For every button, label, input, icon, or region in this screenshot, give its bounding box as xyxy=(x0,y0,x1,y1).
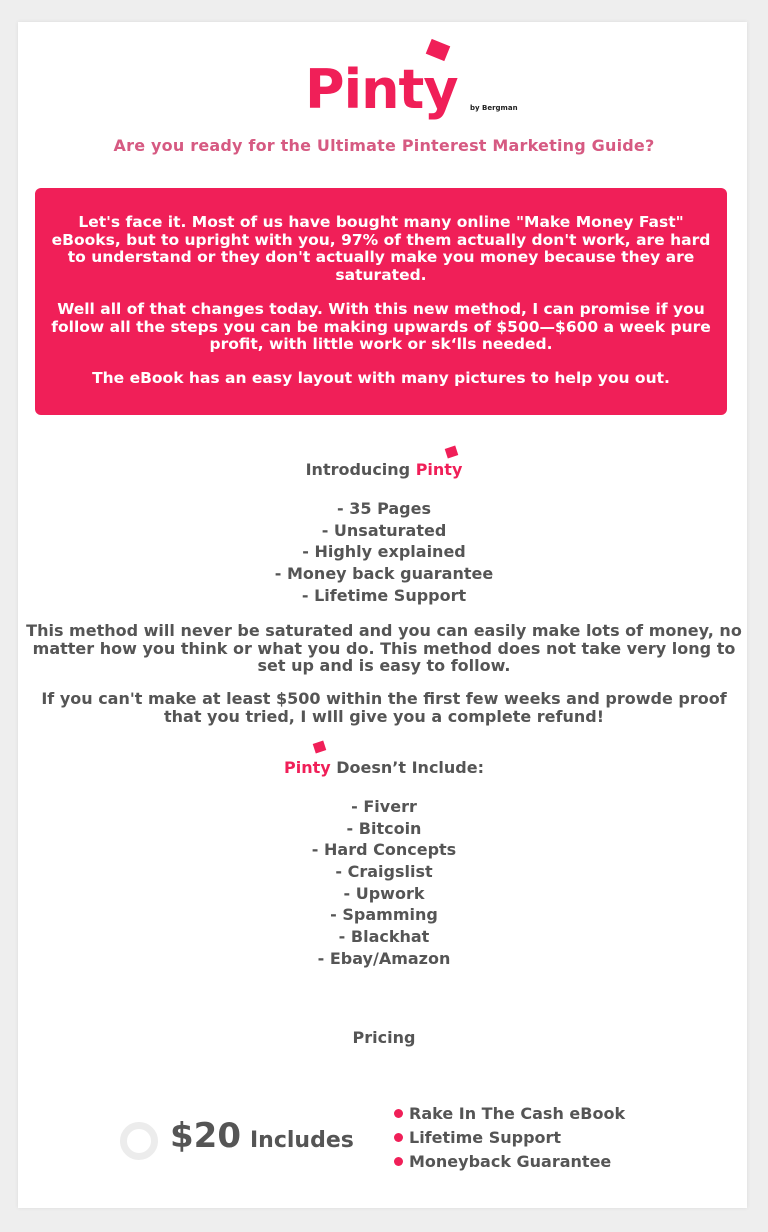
pinty-logo xyxy=(305,38,520,128)
promo-paragraph-3: The eBook has an easy layout with many pictures to help you out. xyxy=(92,369,670,387)
logo-byline: by Bergman xyxy=(470,104,518,112)
intro-heading xyxy=(0,460,768,479)
promo-box xyxy=(35,188,727,415)
promo-paragraph-2: Well all of that changes today. With this new method, I can promise if you follow all the steps you can be making upwards of $500—$600 a week pure profit, with little work or sk‘lls needed. xyxy=(51,300,711,353)
excludes-list xyxy=(0,796,768,970)
list-item: - Unsaturated xyxy=(321,520,447,540)
list-item: - Spamming xyxy=(330,905,438,925)
features-list xyxy=(0,498,768,606)
intro-prefix: Introducing xyxy=(305,460,416,479)
pricing-heading: Pricing xyxy=(352,1028,416,1047)
price-amount: $20 xyxy=(170,1116,241,1156)
include-label: Moneyback Guarantee xyxy=(409,1152,612,1171)
list-item: - Money back guarantee xyxy=(274,564,494,584)
list-item: - Ebay/Amazon xyxy=(317,948,451,968)
pricing-option[interactable] xyxy=(0,1100,768,1180)
list-item: - Upwork xyxy=(343,883,425,903)
promo-paragraph-1: Let's face it. Most of us have bought many online "Make Money Fast" eBooks, but to upright with you, 97% of them actually don't work, are hard to understand or they don't actually make you money because they are saturated. xyxy=(51,213,711,284)
list-item: - Lifetime Support xyxy=(301,585,467,605)
list-item xyxy=(394,1128,625,1152)
includes-list xyxy=(394,1104,625,1176)
list-item: - 35 Pages xyxy=(337,499,431,518)
intro-brand: Pinty xyxy=(415,460,463,479)
excludes-suffix: Doesn’t Include: xyxy=(330,758,484,777)
excludes-brand: Pinty xyxy=(284,758,331,777)
bullet-dot-icon xyxy=(394,1133,403,1142)
list-item: - Hard Concepts xyxy=(311,840,457,860)
method-paragraph: This method will never be saturated and you can easily make lots of money, no matter how you think or what you do. This method does not take very long to set up and is easy to follow. xyxy=(26,621,742,675)
includes-label: Includes xyxy=(250,1128,354,1153)
include-label: Lifetime Support xyxy=(409,1128,562,1147)
tagline: Are you ready for the Ultimate Pinterest Marketing Guide? xyxy=(113,136,655,155)
bullet-dot-icon xyxy=(394,1157,403,1166)
list-item: - Fiverr xyxy=(351,797,417,816)
list-item: - Highly explained xyxy=(302,542,466,562)
list-item: - Craigslist xyxy=(335,862,433,882)
list-item: - Bitcoin xyxy=(346,818,422,838)
list-item xyxy=(394,1152,625,1176)
bullet-dot-icon xyxy=(394,1109,403,1118)
list-item: - Blackhat xyxy=(338,927,430,947)
excludes-heading xyxy=(0,758,768,777)
logo-wordmark: Pinty xyxy=(305,58,458,121)
price-radio-button[interactable] xyxy=(120,1122,158,1160)
list-item xyxy=(394,1104,625,1128)
refund-paragraph: If you can't make at least $500 within the first few weeks and prowde proof that you tried, I wIll give you a complete refund! xyxy=(41,689,727,726)
include-label: Rake In The Cash eBook xyxy=(409,1104,626,1123)
